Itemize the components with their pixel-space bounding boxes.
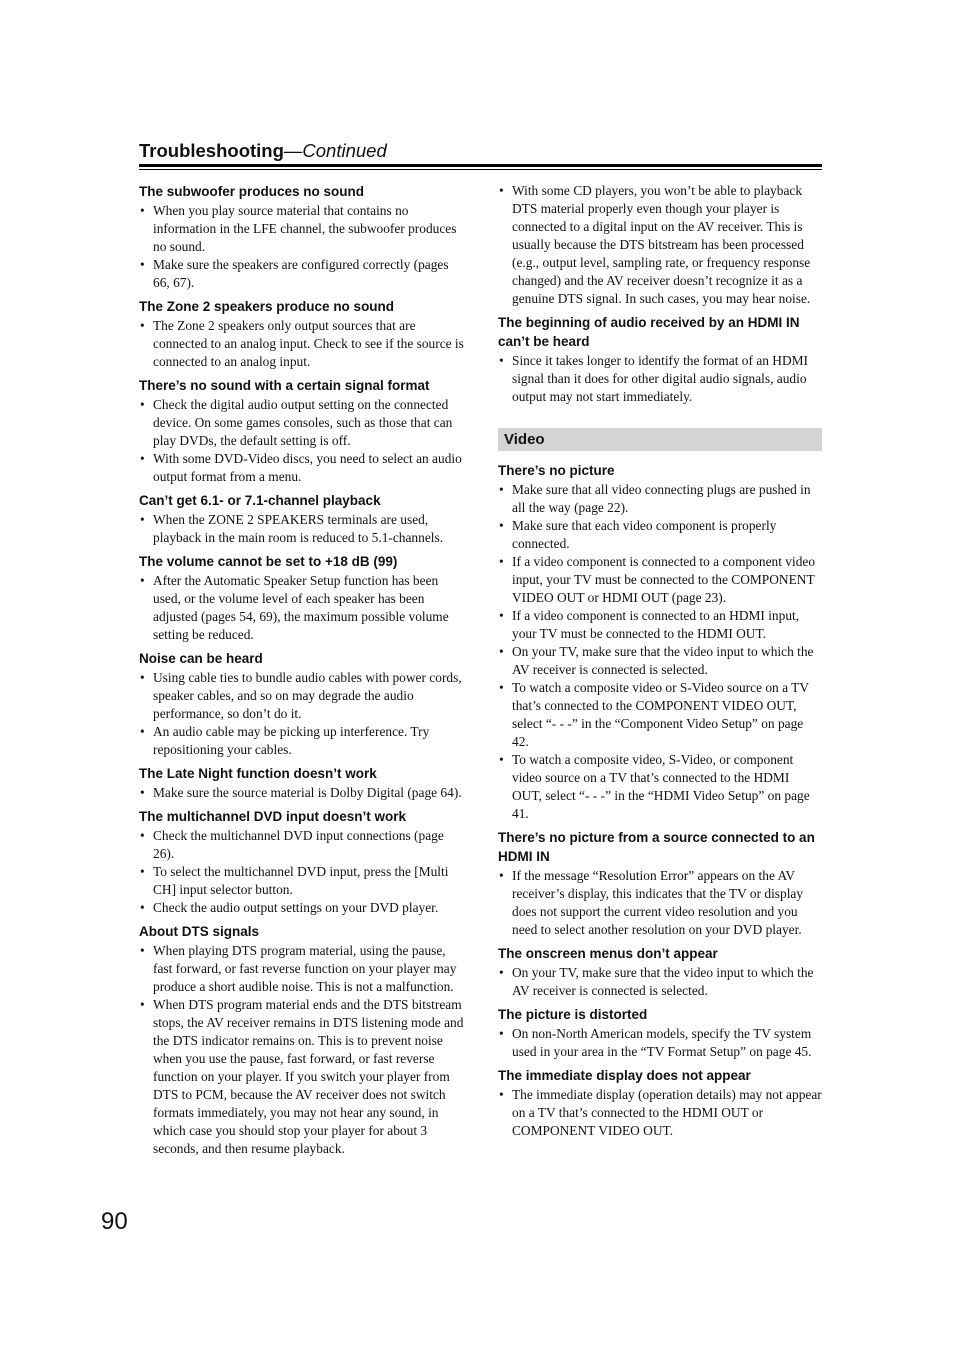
right-top-sections [498,182,822,406]
page-title [139,139,822,163]
bullet-list [139,202,464,292]
bullet-item: • An audio cable may be picking up interference. Try repositioning your cables. [139,723,464,759]
bullet-item: • Check the audio output settings on your DVD player. [139,899,464,917]
troubleshooting-section [498,182,822,308]
section-heading: The subwoofer produces no sound [139,184,365,199]
bullet-list [139,827,464,917]
section-heading: The Late Night function doesn’t work [139,766,377,781]
bullet-list [498,867,822,939]
bullet-list [498,352,822,406]
right-column [498,182,822,1140]
bullet-item: • After the Automatic Speaker Setup function has been used, or the volume level of each speaker has been adjusted (pages 54, 69), the maximum possible volume setting be reduced. [139,572,464,644]
section-heading: Can’t get 6.1- or 7.1-channel playback [139,493,381,508]
header-title: Troubleshooting [139,140,284,161]
troubleshooting-section [498,944,822,1000]
left-column [139,182,464,1158]
bullet-item: • On your TV, make sure that the video input to which the AV receiver is connected is selected. [498,643,822,679]
section-heading: The immediate display does not appear [498,1068,751,1083]
section-heading: The Zone 2 speakers produce no sound [139,299,395,314]
bullet-item: • If a video component is connected to an HDMI input, your TV must be connected to the HDMI OUT. [498,607,822,643]
bullet-item: • On non-North American models, specify the TV system used in your area in the “TV Format Setup” on page 45. [498,1025,822,1061]
bullet-item: • To watch a composite video, S-Video, or component video source on a TV that’s connected to the HDMI OUT, select “- - -” in the “HDMI Video Setup” on page 41. [498,751,822,823]
troubleshooting-section [498,828,822,939]
bullet-list [498,1025,822,1061]
troubleshooting-section [139,922,464,1158]
troubleshooting-section [139,376,464,486]
section-heading: The multichannel DVD input doesn’t work [139,809,407,824]
header-rule-thin [139,169,822,170]
bullet-list [498,182,822,308]
bullet-item: • The Zone 2 speakers only output sources that are connected to an analog input. Check to see if the source is connected to an analog input. [139,317,464,371]
bullet-list [139,572,464,644]
bullet-item: • When you play source material that contains no information in the LFE channel, the subwoofer produces no sound. [139,202,464,256]
bullet-item: • The immediate display (operation details) may not appear on a TV that’s connected to the HDMI OUT or COMPONENT VIDEO OUT. [498,1086,822,1140]
troubleshooting-section [139,491,464,547]
bullet-item: • When the ZONE 2 SPEAKERS terminals are used, playback in the main room is reduced to 5.1-channels. [139,511,464,547]
troubleshooting-section [139,764,464,802]
bullet-item: • With some DVD-Video discs, you need to select an audio output format from a menu. [139,450,464,486]
bullet-item: • Make sure that all video connecting plugs are pushed in all the way (page 22). [498,481,822,517]
bullet-item: • When DTS program material ends and the DTS bitstream stops, the AV receiver remains in DTS listening mode and the DTS indicator remains on. This is to prevent noise when you use the pause, fast forward, or fast reverse function on your player. If you switch your player from DTS to PCM, because the AV receiver does not switch formats immediately, you may not hear any sound, in which case you should stop your player for about 3 seconds, and then resume playback. [139,996,464,1158]
bullet-item: • If a video component is connected to a component video input, your TV must be connected to the COMPONENT VIDEO OUT or HDMI OUT (page 23). [498,553,822,607]
bullet-item: • To watch a composite video or S-Video source on a TV that’s connected to the COMPONENT VIDEO OUT, select “- - -” in the “Component Video Setup” on page 42. [498,679,822,751]
bullet-item: • Since it takes longer to identify the format of an HDMI signal than it does for other digital audio signals, audio output may not start immediately. [498,352,822,406]
bullet-list [139,317,464,371]
page-header [139,139,822,170]
section-heading: The picture is distorted [498,1007,648,1022]
troubleshooting-section [139,552,464,644]
troubleshooting-section [139,807,464,917]
section-heading: Noise can be heard [139,651,263,666]
bullet-list [498,481,822,823]
bullet-item: • With some CD players, you won’t be able to playback DTS material properly even though your player is connected to a digital input on the AV receiver. This is usually because the DTS bitstream has been processed (e.g., output level, sampling rate, or frequency response changed) and the AV receiver doesn’t recognize it as a genuine DTS signal. In such cases, you may hear noise. [498,182,822,308]
bullet-list [139,942,464,1158]
bullet-item: • Check the multichannel DVD input connections (page 26). [139,827,464,863]
bullet-list [498,964,822,1000]
bullet-item: • To select the multichannel DVD input, press the [Multi CH] input selector button. [139,863,464,899]
video-sections [498,461,822,1140]
section-heading: There’s no picture from a source connected to an HDMI IN [498,830,815,864]
troubleshooting-section [498,461,822,823]
bullet-list [498,1086,822,1140]
bullet-item: • Check the digital audio output setting on the connected device. On some games consoles, such as those that can play DVDs, the default setting is off. [139,396,464,450]
bullet-list [139,511,464,547]
header-subtitle: —Continued [283,140,387,161]
bullet-item: • If the message “Resolution Error” appears on the AV receiver’s display, this indicates that the TV or display does not support the current video resolution and you need to select another resolution on your DVD player. [498,867,822,939]
section-heading: There’s no picture [498,463,615,478]
bullet-list [139,669,464,759]
troubleshooting-section [139,182,464,292]
bullet-list [139,396,464,486]
bullet-item: • Make sure the source material is Dolby Digital (page 64). [139,784,464,802]
video-section-title: Video [504,431,545,448]
section-heading: The onscreen menus don’t appear [498,946,718,961]
troubleshooting-section [498,1005,822,1061]
video-section-bar [498,428,822,451]
troubleshooting-section [139,649,464,759]
bullet-item: • When playing DTS program material, using the pause, fast forward, or fast reverse function on your player may produce a short audible noise. This is not a malfunction. [139,942,464,996]
troubleshooting-section [498,313,822,406]
bullet-item: • Make sure that each video component is properly connected. [498,517,822,553]
bullet-list [139,784,464,802]
section-heading: There’s no sound with a certain signal format [139,378,430,393]
section-heading: About DTS signals [139,924,260,939]
bullet-item: • Using cable ties to bundle audio cables with power cords, speaker cables, and so on may degrade the audio performance, so don’t do it. [139,669,464,723]
page-number: 90 [101,1208,128,1235]
bullet-item: • Make sure the speakers are configured correctly (pages 66, 67). [139,256,464,292]
section-heading: The beginning of audio received by an HDMI IN can’t be heard [498,315,800,349]
header-rule-thick [139,164,822,167]
section-heading: The volume cannot be set to +18 dB (99) [139,554,398,569]
troubleshooting-section [498,1066,822,1140]
bullet-item: • On your TV, make sure that the video input to which the AV receiver is connected is selected. [498,964,822,1000]
troubleshooting-section [139,297,464,371]
